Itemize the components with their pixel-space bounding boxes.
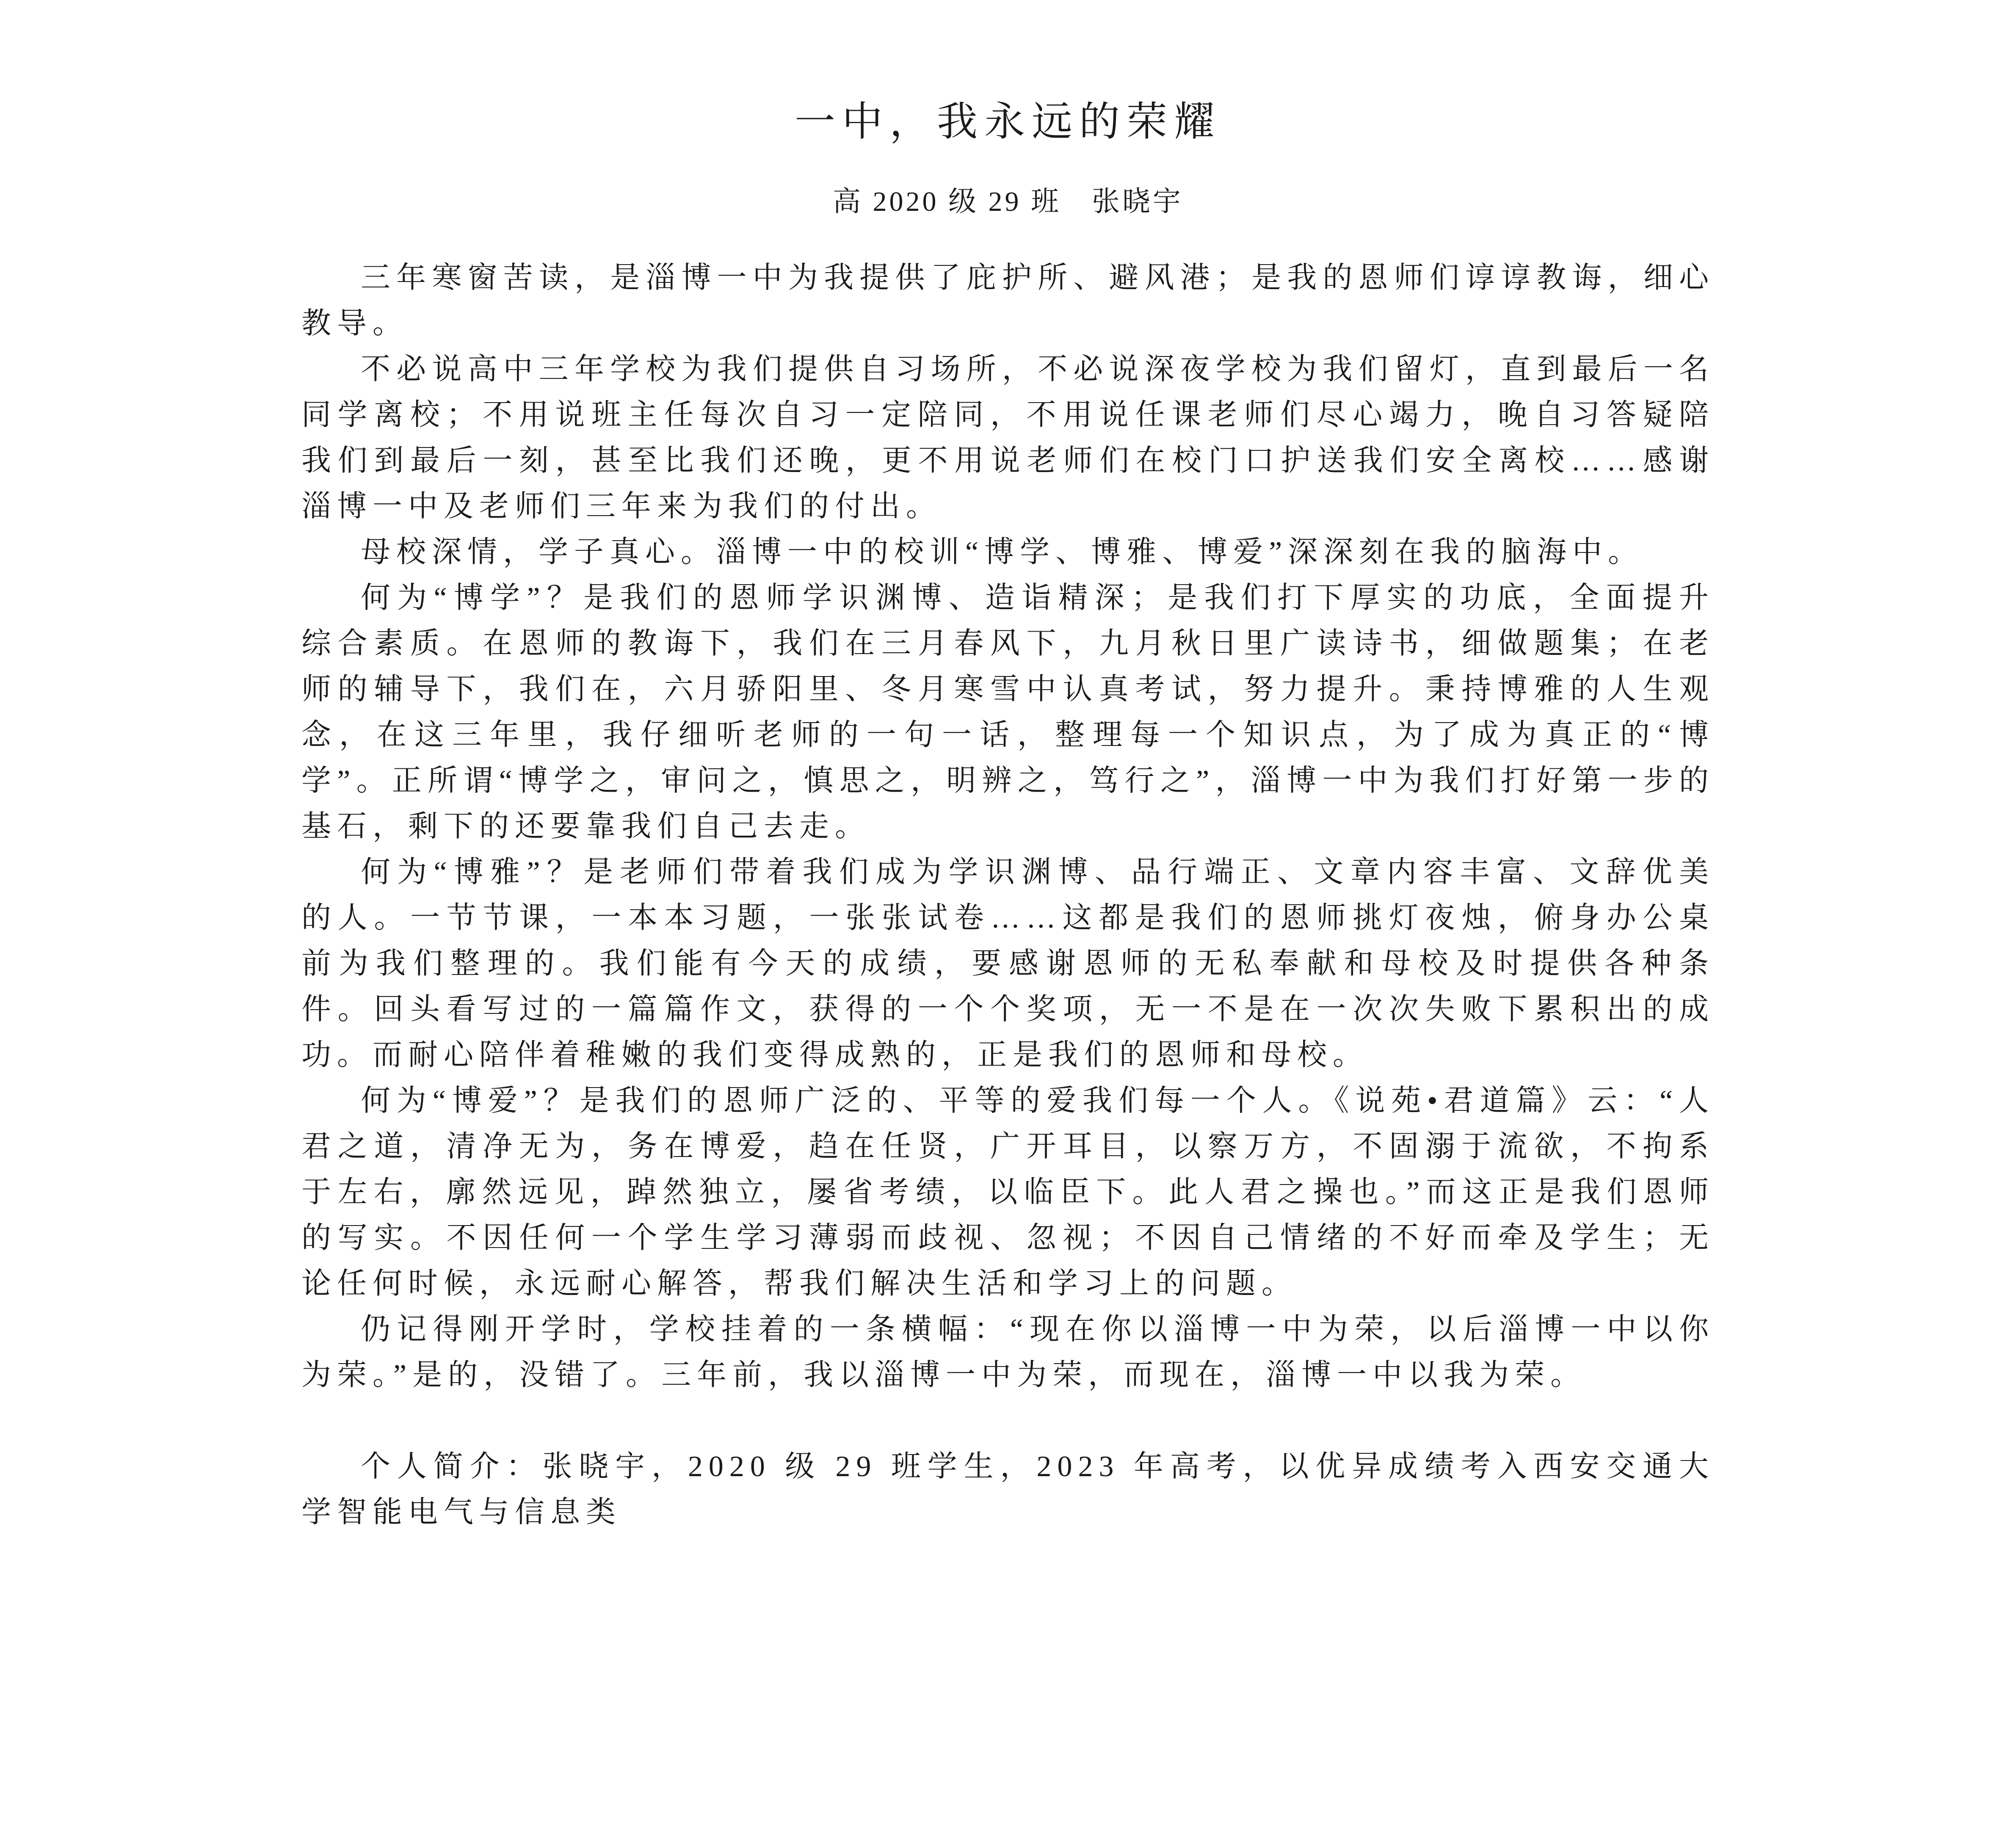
paragraph-5: 何为“博雅”？是老师们带着我们成为学识渊博、品行端正、文章内容丰富、文辞优美的人。一节节课，一本本习题，一张张试卷……这都是我们的恩师挑灯夜烛，俯身办公桌前为我们整理的。我们能有今天的成绩，要感谢恩师的无私奉献和母校及时提供各种条件。回头看写过的一篇篇作文，获得的一个个奖项，无一不是在一次次失败下累积出的成功。而耐心陪伴着稚嫩的我们变得成熟的，正是我们的恩师和母校。 <box>301 856 1715 1071</box>
document-body <box>301 255 1715 1535</box>
paragraph-6: 何为“博爱”？是我们的恩师广泛的、平等的爱我们每一个人。《说苑•君道篇》云：“人君之道，清净无为，务在博爱，趋在任贤，广开耳目，以察万方，不固溺于流欲，不拘系于左右，廓然远见，踔然独立，屡省考绩，以临臣下。此人君之操也。”而这正是我们恩师的写实。不因任何一个学生学习薄弱而歧视、忽视；不因自己情绪的不好而牵及学生；无论任何时候，永远耐心解答，帮我们解决生活和学习上的问题。 <box>301 1085 1715 1300</box>
paragraph-4: 何为“博学”？是我们的恩师学识渊博、造诣精深；是我们打下厚实的功底，全面提升综合素质。在恩师的教诲下，我们在三月春风下，九月秋日里广读诗书，细做题集；在老师的辅导下，我们在，六月骄阳里、冬月寒雪中认真考试，努力提升。秉持博雅的人生观念，在这三年里，我仔细听老师的一句一话，整理每一个知识点，为了成为真正的“博学”。正所谓“博学之，审问之，慎思之，明辨之，笃行之”，淄博一中为我们打好第一步的基石，剩下的还要靠我们自己去走。 <box>301 582 1715 843</box>
document-title: 一中，我永远的荣耀 <box>795 99 1221 144</box>
bio-paragraph: 个人简介：张晓宇，2020 级 29 班学生，2023 年高考，以优异成绩考入西安交通大学智能电气与信息类 <box>301 1450 1715 1529</box>
document-byline: 高 2020 级 29 班 张晓宇 <box>833 186 1183 217</box>
paragraph-1: 三年寒窗苦读，是淄博一中为我提供了庇护所、避风港；是我的恩师们谆谆教诲，细心教导。 <box>301 262 1715 340</box>
paragraph-7: 仍记得刚开学时，学校挂着的一条横幅：“现在你以淄博一中为荣，以后淄博一中以你为荣。”是的，没错了。三年前，我以淄博一中为荣，而现在，淄博一中以我为荣。 <box>301 1313 1715 1392</box>
paragraph-3: 母校深情，学子真心。淄博一中的校训“博学、博雅、博爱”深深刻在我的脑海中。 <box>361 536 1644 569</box>
paragraph-2: 不必说高中三年学校为我们提供自习场所，不必说深夜学校为我们留灯，直到最后一名同学离校；不用说班主任每次自习一定陪同，不用说任课老师们尽心竭力，晚自习答疑陪我们到最后一刻，甚至比我们还晚，更不用说老师们在校门口护送我们安全离校……感谢淄博一中及老师们三年来为我们的付出。 <box>301 353 1715 523</box>
